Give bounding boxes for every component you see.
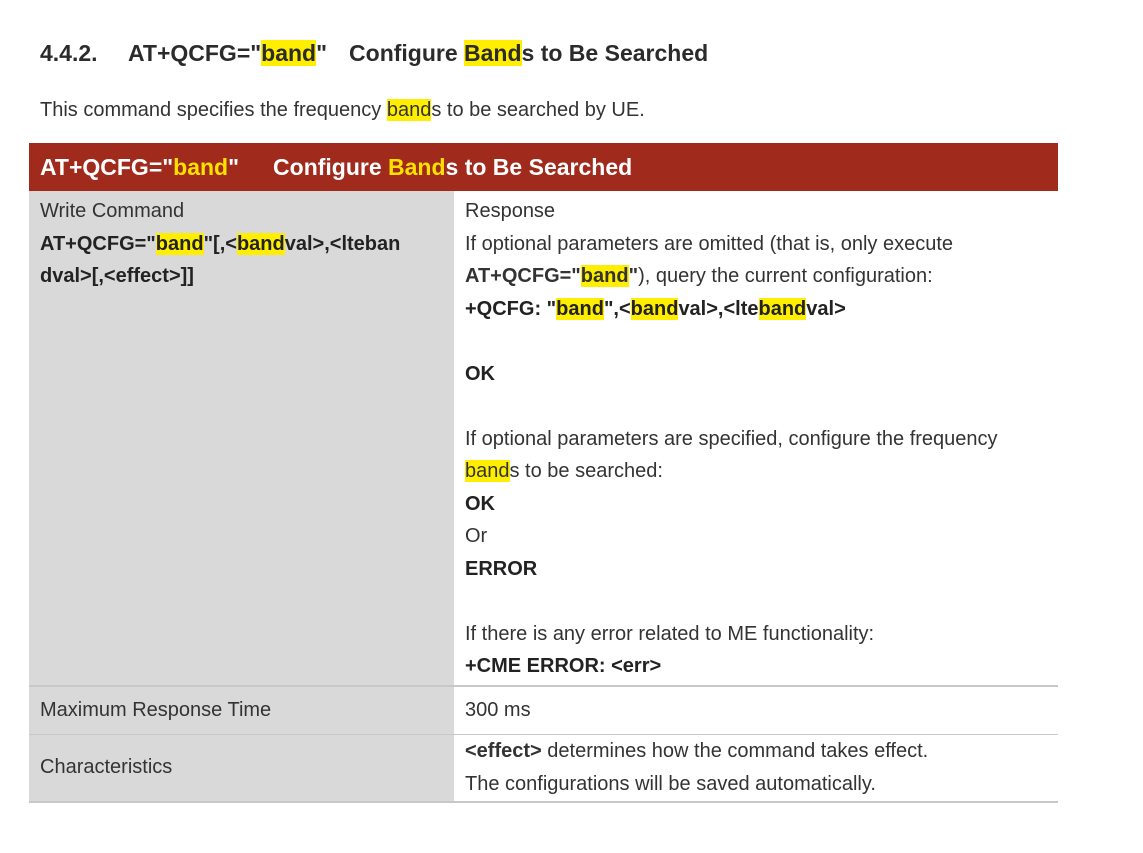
table-row xyxy=(29,734,1058,802)
max-response-time-label: Maximum Response Time xyxy=(40,698,272,721)
table-row xyxy=(29,191,1058,686)
table-header-row xyxy=(29,143,1058,191)
max-response-time-value: 300 ms xyxy=(465,698,531,721)
or-text: Or xyxy=(465,525,488,547)
section-command: AT+QCFG="band" xyxy=(128,40,328,66)
response-cell xyxy=(454,191,1058,686)
omitted-text: If optional parameters are omitted (that is, only execute xyxy=(465,232,954,255)
command-table xyxy=(29,143,1058,803)
write-syntax-line2: dval>[,<effect>]] xyxy=(40,265,194,287)
specified-text: If optional parameters are specified, configure the frequency xyxy=(465,427,998,450)
qcfg-response: +QCFG: "band",<bandval>,<ltebandval> xyxy=(465,297,846,320)
characteristics-line2: The configurations will be saved automatically. xyxy=(465,772,876,795)
response-label: Response xyxy=(465,200,556,222)
characteristics-value-cell xyxy=(454,734,1058,802)
intro-paragraph: This command specifies the frequency bands to be searched by UE. xyxy=(40,99,645,121)
characteristics-line1: <effect> determines how the command takes effect. xyxy=(465,740,929,762)
ok-result-2: OK xyxy=(465,492,495,515)
section-number: 4.4.2. xyxy=(40,40,98,66)
me-error-text: If there is any error related to ME functionality: xyxy=(465,622,875,645)
cme-error-result: +CME ERROR: <err> xyxy=(465,655,662,677)
write-command-label: Write Command xyxy=(40,200,185,222)
write-syntax-line1: AT+QCFG="band"[,<bandval>,<lteban xyxy=(40,232,401,255)
section-heading: Configure Bands to Be Searched xyxy=(349,40,709,66)
error-result: ERROR xyxy=(465,557,538,580)
table-row xyxy=(29,686,1058,735)
characteristics-label: Characteristics xyxy=(40,756,173,779)
max-response-time-value-cell xyxy=(454,686,1058,735)
characteristics-label-cell xyxy=(29,734,454,802)
omitted-query-line: AT+QCFG="band"), query the current configuration: xyxy=(465,265,933,287)
section-title xyxy=(40,38,708,68)
specified-text-2: bands to be searched: xyxy=(465,460,663,482)
write-command-cell xyxy=(29,191,454,686)
table-header: AT+QCFG="band" Configure Bands to Be Searched xyxy=(29,143,1058,191)
max-response-time-label-cell xyxy=(29,686,454,735)
ok-result-1: OK xyxy=(465,362,495,385)
